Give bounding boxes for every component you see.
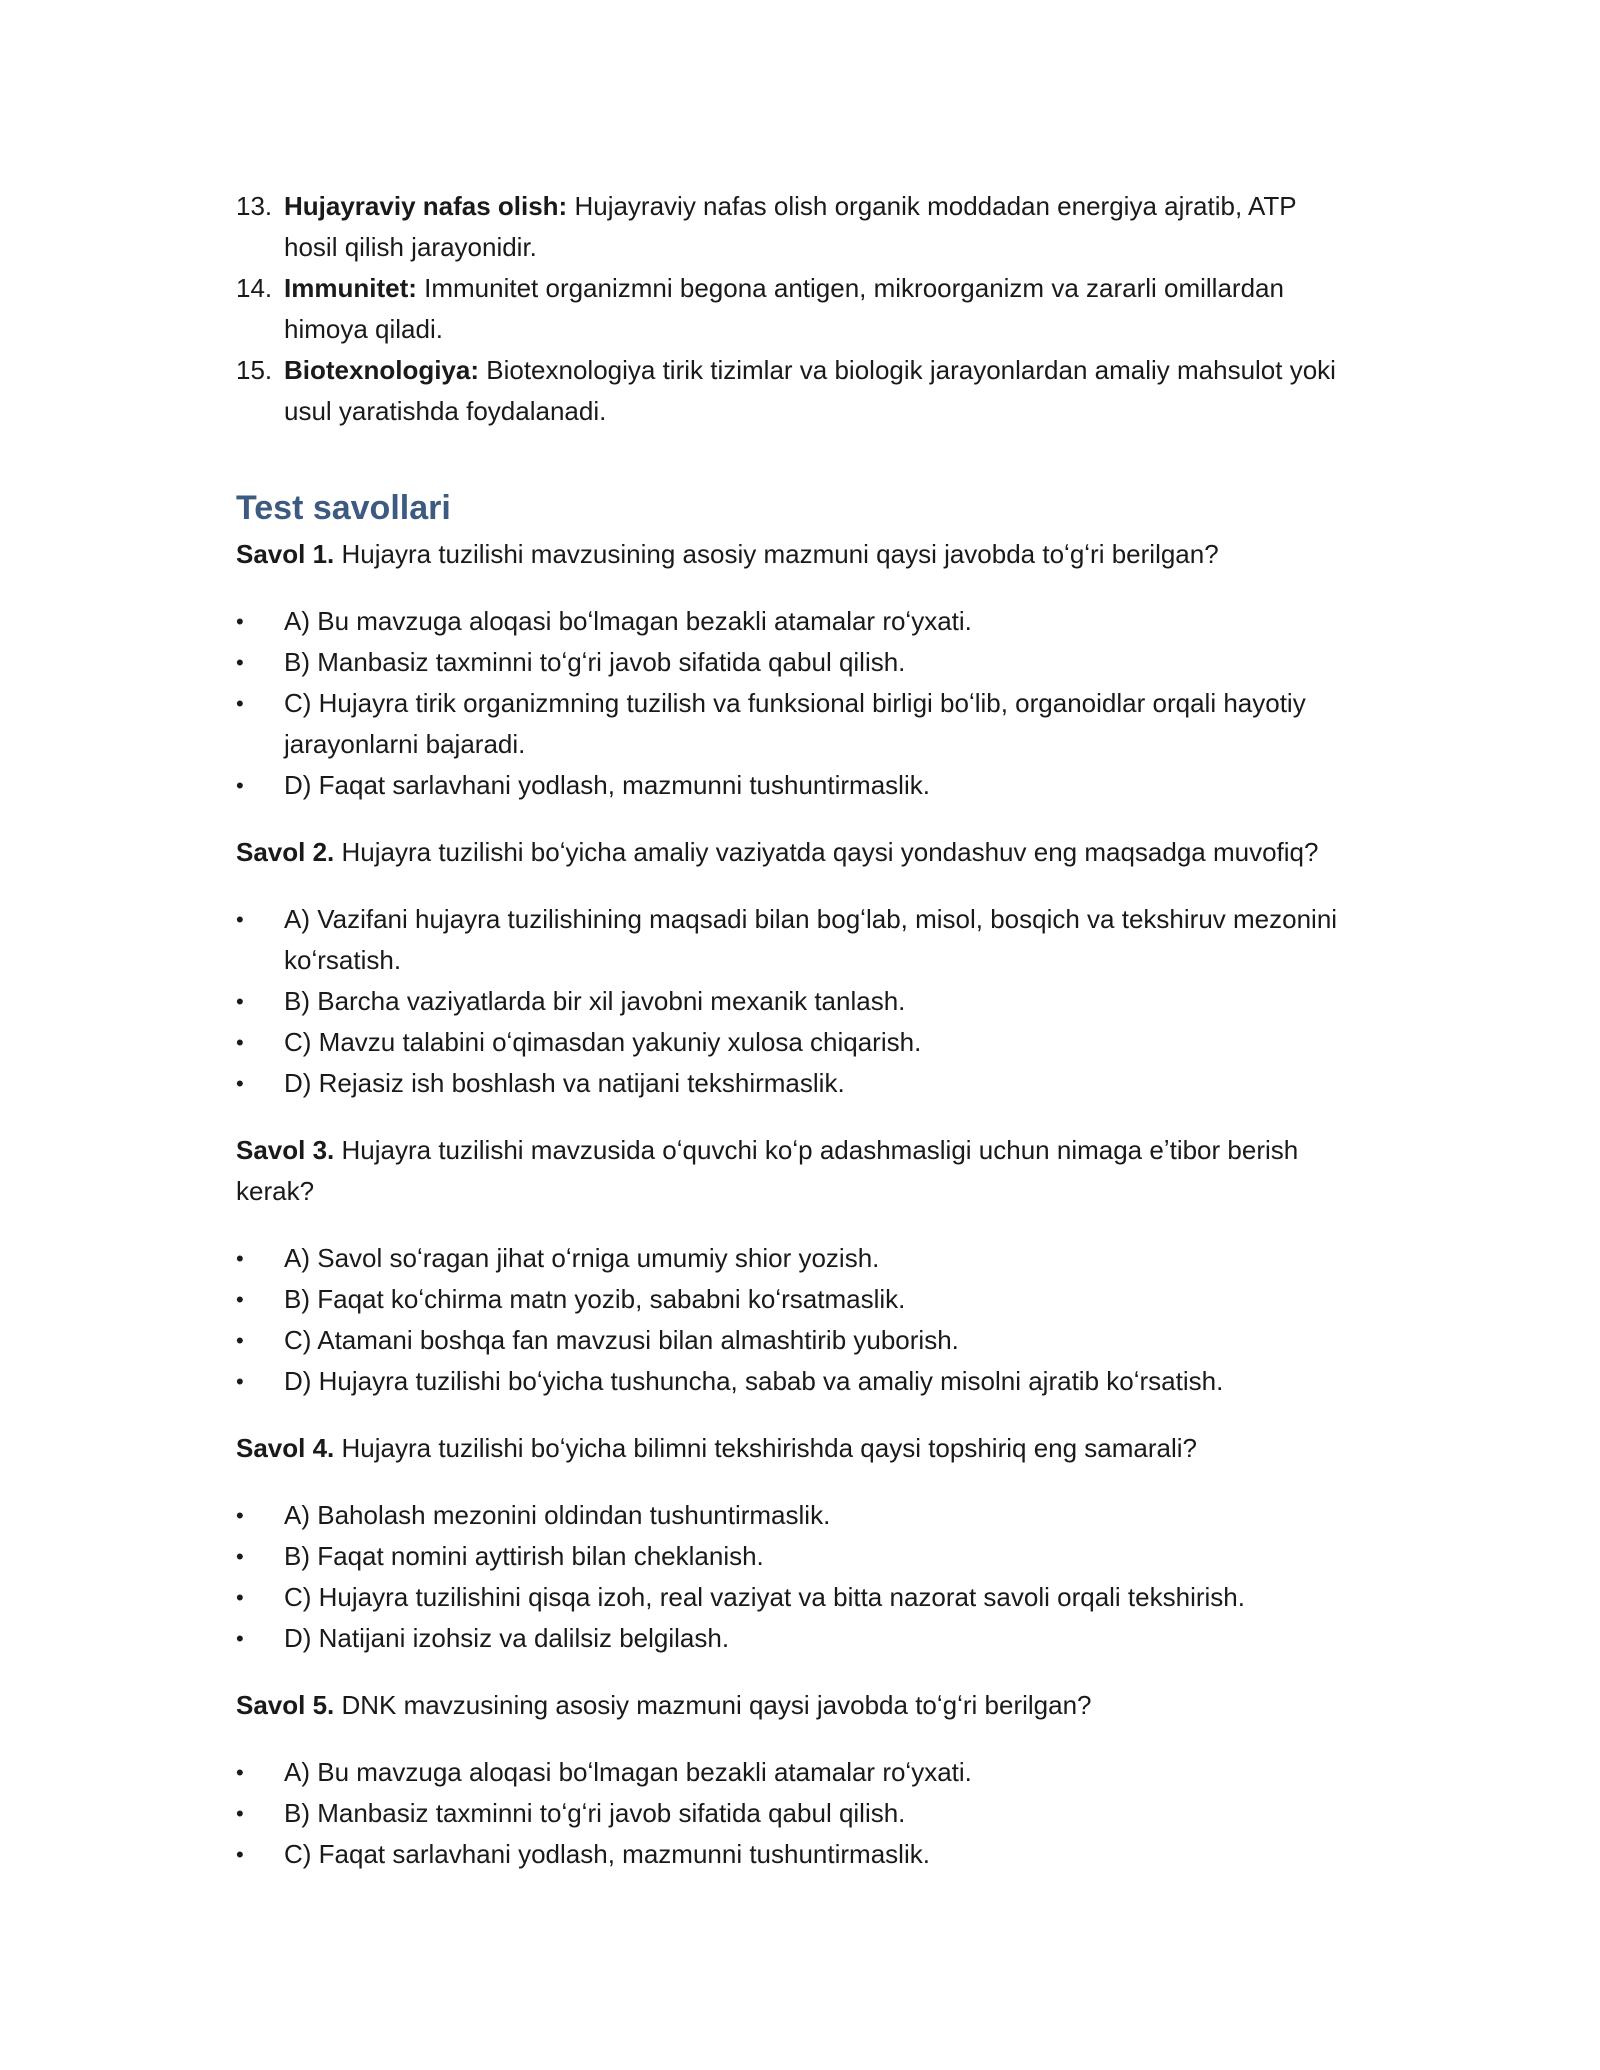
answer-options: [236, 1495, 1356, 1659]
answer-option: [236, 642, 1356, 683]
answer-options: [236, 1752, 1356, 1875]
option-text: B) Faqat koʻchirma matn yozib, sababni koʻrsatmaslik.: [284, 1284, 906, 1314]
definition-text: Biotexnologiya tirik tizimlar va biologik jarayonlardan amaliy mahsulot yoki usul yaratishda foydalanadi.: [284, 355, 1336, 426]
bullet-icon: •: [236, 1626, 244, 1651]
answer-option: [236, 1793, 1356, 1834]
bullet-icon: •: [236, 1369, 244, 1394]
question-label: Savol 4.: [236, 1433, 335, 1463]
definition-item: [236, 268, 1356, 350]
answer-option: [236, 1752, 1356, 1793]
question-2: [236, 832, 1356, 873]
answer-options: [236, 1238, 1356, 1402]
definition-text: Hujayraviy nafas olish organik moddadan energiya ajratib, ATP hosil qilish jarayonidir.: [284, 191, 1297, 262]
answer-option: [236, 601, 1356, 642]
option-text: A) Baholash mezonini oldindan tushuntirmaslik.: [284, 1500, 831, 1530]
option-text: C) Hujayra tuzilishini qisqa izoh, real vaziyat va bitta nazorat savoli orqali tekshirish.: [284, 1582, 1245, 1612]
bullet-icon: •: [236, 989, 244, 1014]
answer-option: [236, 981, 1356, 1022]
option-text: A) Bu mavzuga aloqasi boʻlmagan bezakli atamalar roʻyxati.: [284, 1757, 972, 1787]
question-label: Savol 3.: [236, 1135, 335, 1165]
bullet-icon: •: [236, 907, 244, 932]
answer-option: [236, 1320, 1356, 1361]
bullet-icon: •: [236, 1328, 244, 1353]
option-text: A) Vazifani hujayra tuzilishining maqsadi bilan bogʻlab, misol, bosqich va tekshiruv mezonini koʻrsatish.: [284, 904, 1338, 975]
option-text: C) Hujayra tirik organizmning tuzilish va funksional birligi boʻlib, organoidlar orqali hayotiy jarayonlarni bajaradi.: [284, 688, 1306, 759]
option-text: C) Faqat sarlavhani yodlash, mazmunni tushuntirmaslik.: [284, 1839, 930, 1869]
option-text: D) Faqat sarlavhani yodlash, mazmunni tushuntirmaslik.: [284, 770, 930, 800]
definition-term: Hujayraviy nafas olish:: [284, 191, 568, 221]
question-text: DNK mavzusining asosiy mazmuni qaysi javobda toʻgʻri berilgan?: [334, 1690, 1092, 1720]
bullet-icon: •: [236, 1030, 244, 1055]
option-text: C) Mavzu talabini oʻqimasdan yakuniy xulosa chiqarish.: [284, 1027, 922, 1057]
question-label: Savol 2.: [236, 837, 335, 867]
definitions-list: [236, 186, 1356, 432]
option-text: C) Atamani boshqa fan mavzusi bilan almashtirib yuborish.: [284, 1325, 959, 1355]
option-text: A) Savol soʻragan jihat oʻrniga umumiy shior yozish.: [284, 1243, 880, 1273]
question-5: [236, 1685, 1356, 1726]
document-page: [236, 186, 1356, 1901]
option-text: D) Hujayra tuzilishi boʻyicha tushuncha, sabab va amaliy misolni ajratib koʻrsatish.: [284, 1366, 1224, 1396]
answer-option: [236, 1238, 1356, 1279]
question-1: [236, 534, 1356, 575]
option-text: A) Bu mavzuga aloqasi boʻlmagan bezakli atamalar roʻyxati.: [284, 606, 972, 636]
bullet-icon: •: [236, 1842, 244, 1867]
question-text: Hujayra tuzilishi boʻyicha amaliy vaziyatda qaysi yondashuv eng maqsadga muvofiq?: [334, 837, 1319, 867]
answer-option: [236, 1279, 1356, 1320]
list-number: 15.: [236, 355, 273, 385]
section-heading: Test savollari: [236, 489, 451, 527]
question-4: [236, 1428, 1356, 1469]
bullet-icon: •: [236, 1071, 244, 1096]
bullet-icon: •: [236, 1801, 244, 1826]
answer-option: [236, 1618, 1356, 1659]
list-number: 14.: [236, 273, 273, 303]
answer-option: [236, 1495, 1356, 1536]
option-text: B) Manbasiz taxminni toʻgʻri javob sifatida qabul qilish.: [284, 647, 906, 677]
bullet-icon: •: [236, 1760, 244, 1785]
bullet-icon: •: [236, 1585, 244, 1610]
answer-option: [236, 765, 1356, 806]
question-label: Savol 5.: [236, 1690, 335, 1720]
option-text: B) Barcha vaziyatlarda bir xil javobni mexanik tanlash.: [284, 986, 906, 1016]
option-text: D) Rejasiz ish boshlash va natijani tekshirmaslik.: [284, 1068, 845, 1098]
answer-option: [236, 899, 1356, 981]
answer-option: [236, 1577, 1356, 1618]
bullet-icon: •: [236, 1544, 244, 1569]
option-text: B) Manbasiz taxminni toʻgʻri javob sifatida qabul qilish.: [284, 1798, 906, 1828]
question-text: Hujayra tuzilishi mavzusida oʻquvchi koʻp adashmasligi uchun nimaga eʼtibor berish kerak?: [236, 1135, 1299, 1206]
answer-options: [236, 601, 1356, 806]
definition-term: Immunitet:: [284, 273, 417, 303]
bullet-icon: •: [236, 1246, 244, 1271]
option-text: D) Natijani izohsiz va dalilsiz belgilash.: [284, 1623, 730, 1653]
answer-option: [236, 683, 1356, 765]
question-3: [236, 1130, 1356, 1212]
bullet-icon: •: [236, 773, 244, 798]
answer-option: [236, 1063, 1356, 1104]
definition-item: [236, 186, 1356, 268]
bullet-icon: •: [236, 1287, 244, 1312]
question-label: Savol 1.: [236, 539, 335, 569]
definition-item: [236, 350, 1356, 432]
definition-text: Immunitet organizmni begona antigen, mikroorganizm va zararli omillardan himoya qiladi.: [284, 273, 1284, 344]
answer-option: [236, 1022, 1356, 1063]
answer-option: [236, 1834, 1356, 1875]
answer-option: [236, 1361, 1356, 1402]
option-text: B) Faqat nomini ayttirish bilan cheklanish.: [284, 1541, 764, 1571]
bullet-icon: •: [236, 1503, 244, 1528]
list-number: 13.: [236, 191, 273, 221]
bullet-icon: •: [236, 691, 244, 716]
bullet-icon: •: [236, 650, 244, 675]
question-text: Hujayra tuzilishi mavzusining asosiy mazmuni qaysi javobda toʻgʻri berilgan?: [334, 539, 1219, 569]
question-text: Hujayra tuzilishi boʻyicha bilimni tekshirishda qaysi topshiriq eng samarali?: [334, 1433, 1198, 1463]
answer-option: [236, 1536, 1356, 1577]
definition-term: Biotexnologiya:: [284, 355, 480, 385]
answer-options: [236, 899, 1356, 1104]
bullet-icon: •: [236, 609, 244, 634]
